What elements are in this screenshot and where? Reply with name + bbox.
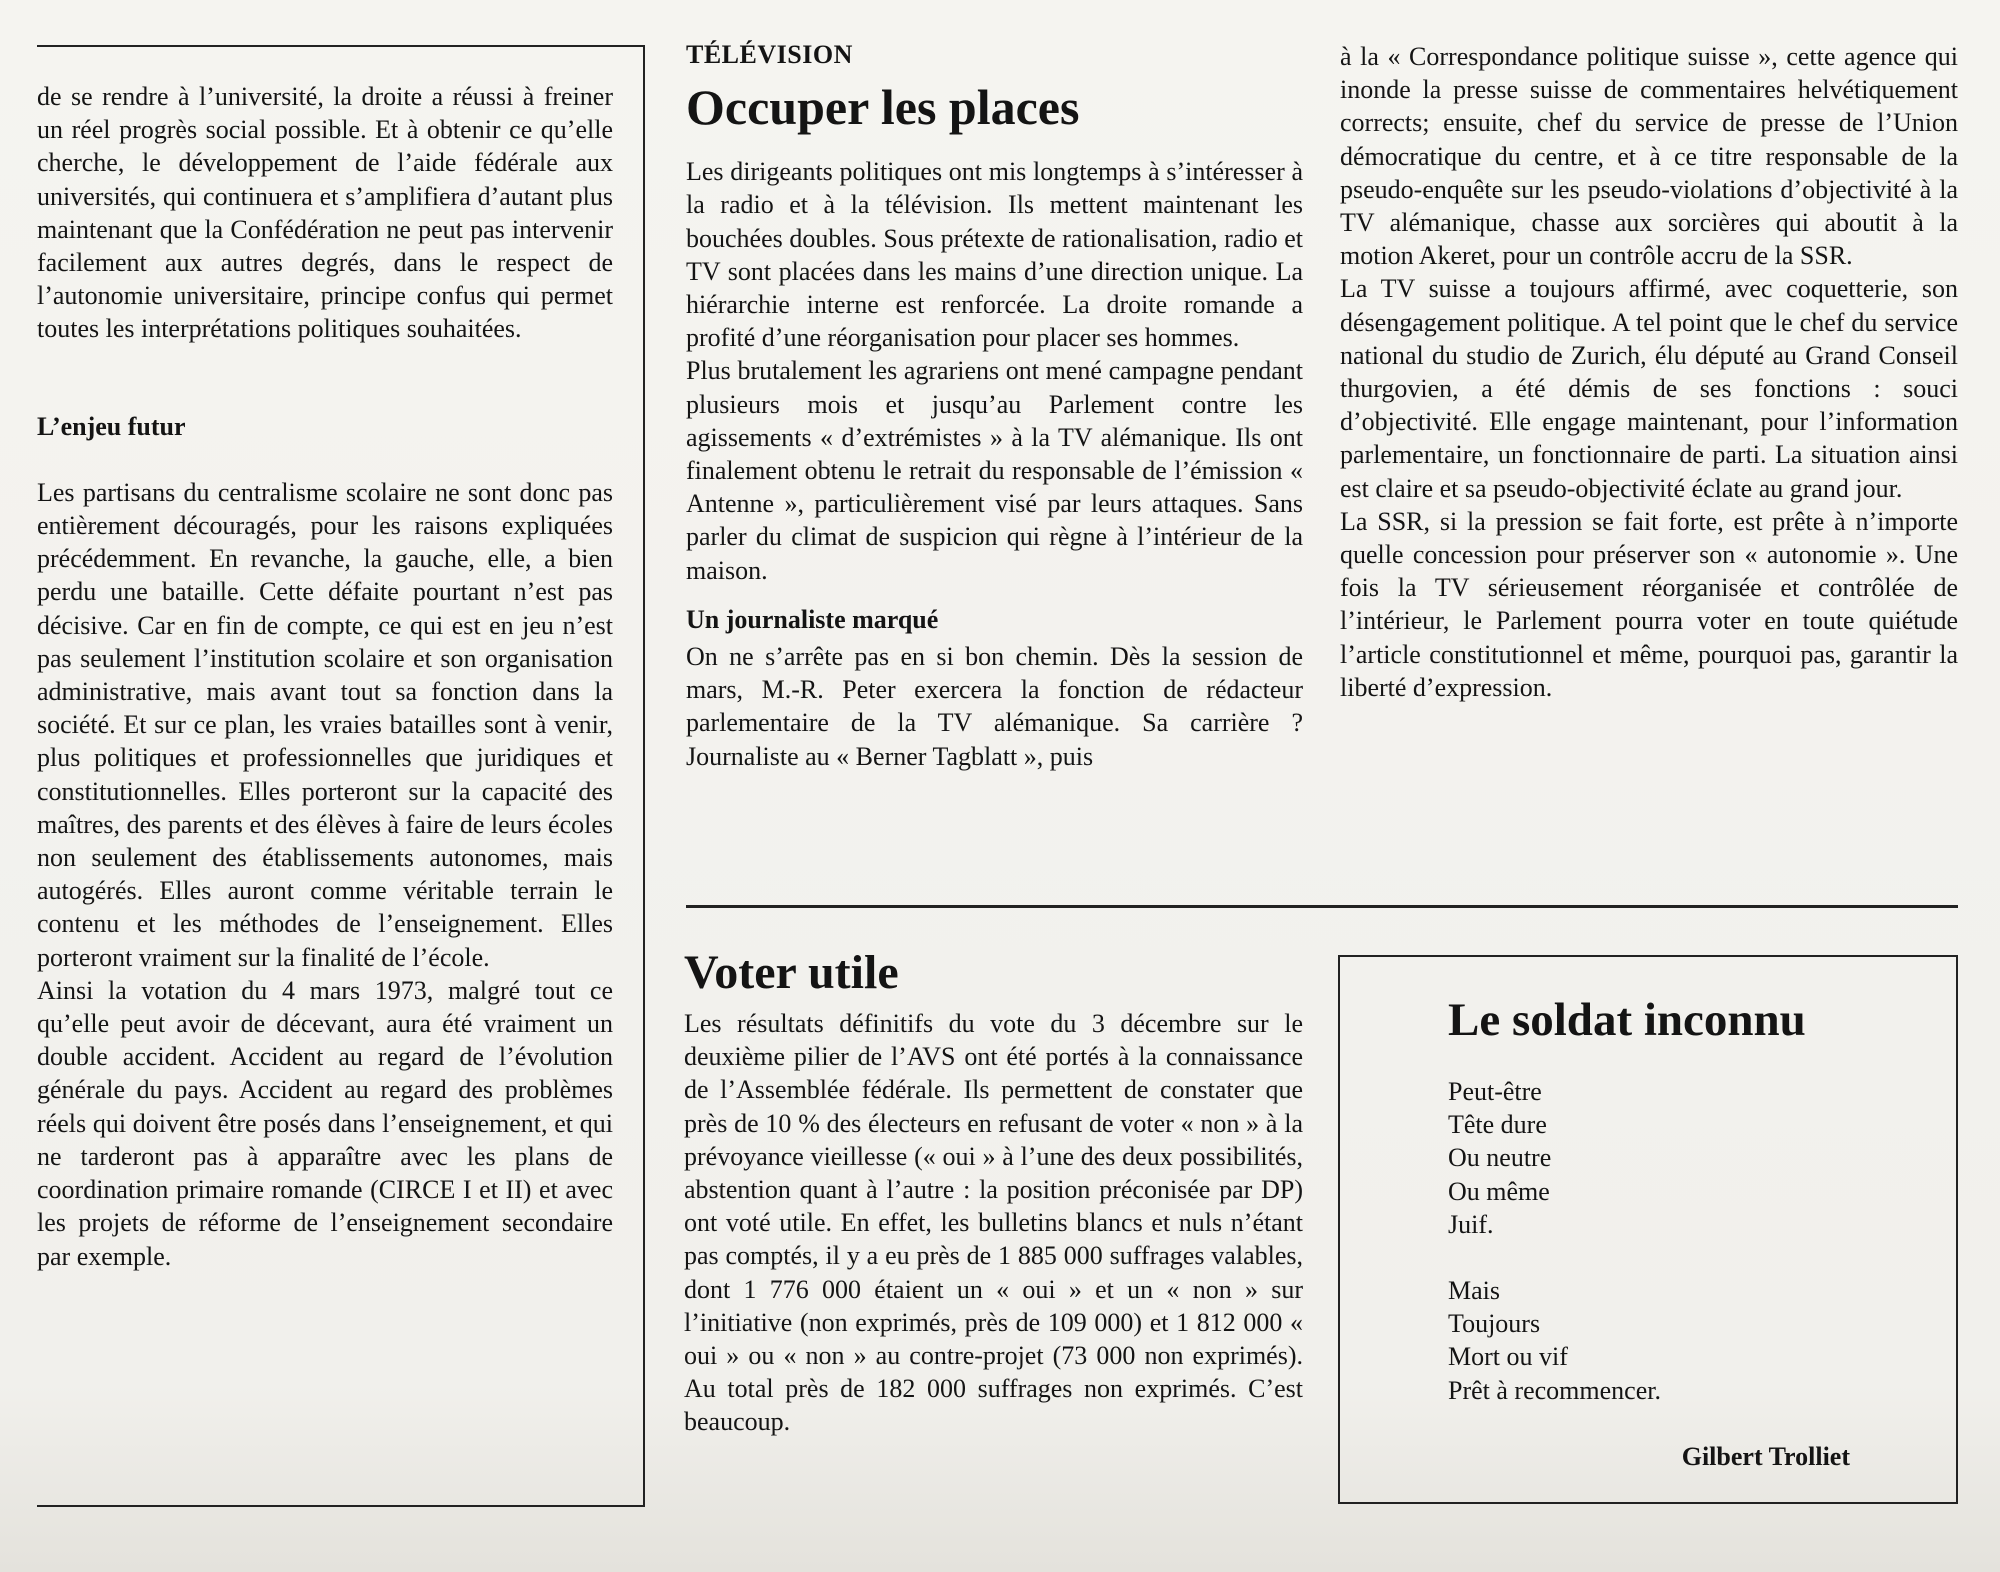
poem-line: Ou même — [1448, 1176, 1550, 1206]
tv-paragraph-1: Les dirigeants politiques ont mis longtemps à s’intéresser à la radio et à la télévision. Ils mettent maintenant les bouchées doubles. Sous prétexte de rationalisation, radio et TV sont placées dans les mains d’une direction unique. La hiérarchie interne est renforcée. La droite romande a profité d’une réorganisation pour placer ses hommes. — [686, 157, 1303, 353]
poem-line: Mais — [1448, 1276, 1500, 1306]
television-article — [686, 38, 1303, 773]
section-kicker: TÉLÉVISION — [686, 40, 853, 69]
television-article-continued — [1340, 40, 1958, 704]
poem-line: Mort ou vif — [1448, 1342, 1568, 1372]
tv-paragraph-2: Plus brutalement les agrariens ont mené campagne pendant plusieurs mois et jusqu’au Parlement contre les agissements « d’extrémistes » à la TV alémanique. Ils ont finalement obtenu le retrait du responsable de l’émission « Antenne », particulièrement visé par leurs attaques. Sans parler du climat de suspicion qui règne à l’intérieur de la maison. — [686, 356, 1303, 585]
poem-body — [1448, 1075, 1661, 1407]
section-divider — [686, 905, 1958, 908]
poem-author: Gilbert Trolliet — [1681, 1442, 1850, 1471]
poem-title: Le soldat inconnu — [1448, 994, 1806, 1046]
subheading-journaliste: Un journaliste marqué — [686, 604, 939, 634]
left-paragraph-3: Ainsi la votation du 4 mars 1973, malgré tout ce qu’elle peut avoir de décevant, aura été vraiment un double accident. Accident au regard de l’évolution générale du pays. Accident au regard des problèmes réels qui doivent être posés dans l’enseignement, et qui ne tarderont pas à apparaître avec les plans de coordination primaire romande (CIRCE I et II) et avec les projets de réforme de l’enseignement secondaire par exemple. — [37, 975, 613, 1271]
poem-line: Ou neutre — [1448, 1143, 1552, 1173]
subheading-enjeu-futur: L’enjeu futur — [37, 411, 186, 441]
left-paragraph-2: Les partisans du centralisme scolaire ne sont donc pas entièrement découragés, pour les raisons expliquées précédemment. En revanche, la gauche, elle, a bien perdu une bataille. Cette défaite pourtant n’est pas décisive. Car en fin de compte, ce qui est en jeu n’est pas seulement l’institution scolaire et son organisation administrative, mais avant tout sa fonction dans la société. Et sur ce plan, les vraies batailles sont à venir, plus politiques et professionnelles que juridiques et constitutionnelles. Elles porteront sur la capacité des maîtres, des parents et des élèves à faire de leurs écoles non seulement des établissements autonomes, mais autogérés. Elles auront comme véritable terrain le contenu et les méthodes de l’enseignement. Elles porteront vraiment sur la finalité de l’école. — [37, 477, 613, 972]
left-article-column — [37, 80, 613, 1273]
voter-utile-article — [684, 945, 1303, 1439]
poem-line: Peut-être — [1448, 1077, 1542, 1106]
left-paragraph-1: de se rendre à l’université, la droite a réussi à freiner un réel progrès social possible. Et à obtenir ce qu’elle cherche, le développement de l’aide fédérale aux universités, qui continuera et s’amplifiera d’autant plus maintenant que la Confédération ne peut pas intervenir facilement aux autres degrés, dans le respect de l’autonomie universitaire, principe confus qui permet toutes les interprétations politiques souhaitées. — [37, 82, 613, 344]
vote-paragraph: Les résultats définitifs du vote du 3 décembre sur le deuxième pilier de l’AVS ont été portés à la connaissance de l’Assemblée fédérale. Ils permettent de constater que près de 10 % des électeurs en refusant de voter « non » à la prévoyance vieillesse (« oui » à l’une des deux possibilités, abstention quant à l’autre : la position préconisée par DP) ont voté utile. En effet, les bulletins blancs et nuls n’étant pas comptés, il y a eu près de 1 885 000 suffrages valables, dont 1 776 000 étaient un « oui » et un « non » sur l’initiative (non exprimés, près de 109 000) et 1 812 000 « oui » ou « non » au contre-projet (73 000 non exprimés). Au total près de 182 000 suffrages non exprimés. C’est beaucoup. — [684, 1009, 1303, 1437]
vote-headline: Voter utile — [684, 946, 899, 999]
tv-right-paragraph-3: La SSR, si la pression se fait forte, est prête à n’importe quelle concession pour préserver son « autonomie ». Une fois la TV sérieusement réorganisée et contrôlée de l’intérieur, le Parlement pourra voter en toute quiétude l’article constitutionnel et même, pourquoi pas, garantir la liberté d’expression. — [1340, 506, 1958, 702]
tv-right-paragraph-1: à la « Correspondance politique suisse », cette agence qui inonde la presse suisse de commentaires helvétiquement corrects; ensuite, chef du service de presse de l’Union démocratique du centre, et à ce titre responsable de la pseudo-enquête sur les pseudo-violations d’objectivité à la TV alémanique, chasse aux sorcières qui aboutit à la motion Akeret, pour un contrôle accru de la SSR. — [1340, 42, 1958, 271]
poem-line: Prêt à recommencer. — [1448, 1375, 1661, 1405]
poem-line: Toujours — [1448, 1309, 1541, 1339]
poem-line: Tête dure — [1448, 1110, 1547, 1140]
article-headline: Occuper les places — [686, 79, 1080, 136]
tv-right-paragraph-2: La TV suisse a toujours affirmé, avec coquetterie, son désengagement politique. A tel point que le chef du service national du studio de Zurich, élu député au Grand Conseil thurgovien, a été démis de ses fonctions : souci d’objectivité. Elle engage maintenant, pour l’information parlementaire, un fonctionnaire de parti. La situation ainsi est claire et sa pseudo-objectivité éclate au grand jour. — [1340, 274, 1958, 503]
poem-line: Juif. — [1448, 1209, 1494, 1239]
tv-paragraph-3: On ne s’arrête pas en si bon chemin. Dès la session de mars, M.-R. Peter exercera la fonction de rédacteur parlementaire de la TV alémanique. Sa carrière ? Journaliste au « Berner Tagblatt », puis — [686, 642, 1303, 771]
